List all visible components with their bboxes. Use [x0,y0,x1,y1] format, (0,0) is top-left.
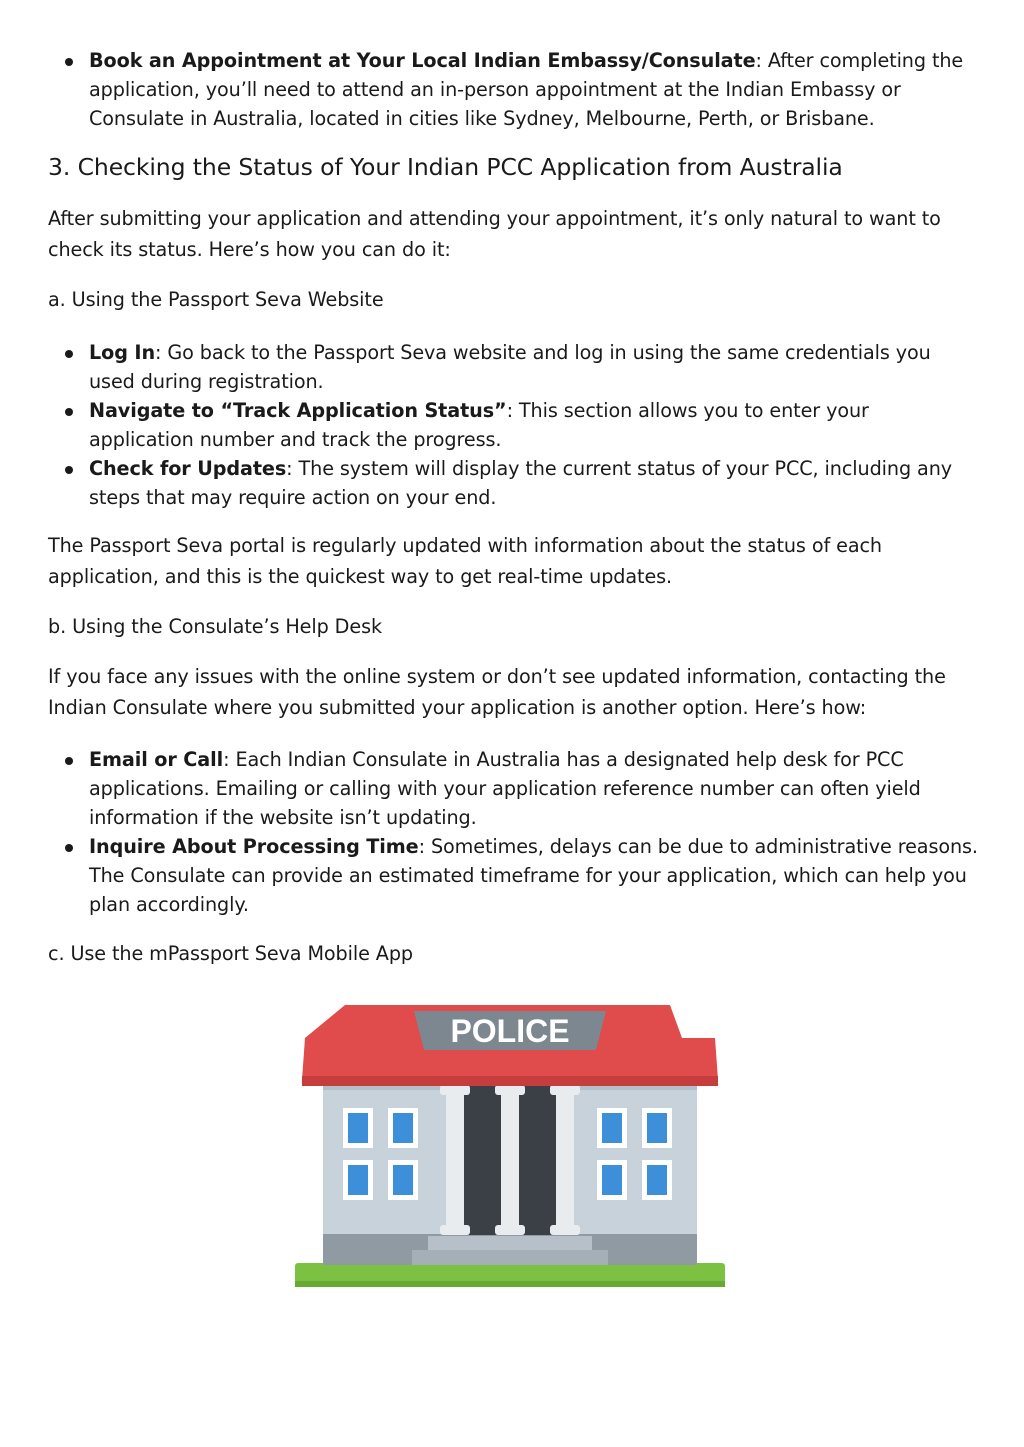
list-item-title: Email or Call [89,748,224,771]
list-item-text: : Each Indian Consulate in Australia has a designated help desk for PCC applications. Emailing or calling with your application reference number can often yield information if the website isn’t updating. [89,748,921,829]
list-item-text: : The system will display the current status of your PCC, including any steps that may require action on your end. [89,457,953,509]
intro-paragraph: After submitting your application and attending your appointment, it’s only natural to want to check its status. Here’s how you can do it: [48,207,941,261]
subsection-c-heading: c. Use the mPassport Seva Mobile App [48,942,413,965]
columns [440,1085,580,1235]
subsection-a-paragraph: The Passport Seva portal is regularly updated with information about the status of each application, and this is the quickest way to get real-time updates. [48,534,882,588]
list-item-text: : Go back to the Passport Seva website and log in using the same credentials you used during registration. [89,341,931,393]
list-item [48,46,978,133]
list-item-text: : This section allows you to enter your application number and track the progress. [89,399,869,451]
list-item-title: Navigate to “Track Application Status” [89,399,507,422]
list-item-title: Check for Updates [89,457,287,480]
steps [428,1236,592,1250]
list-item-title: Inquire About Processing Time [89,835,419,858]
list-item [48,396,978,454]
subsection-b-heading: b. Using the Consulate’s Help Desk [48,615,382,638]
list-item-title: Book an Appointment at Your Local Indian Embassy/Consulate [89,49,756,72]
list-item [48,745,978,832]
subsection-a-heading: a. Using the Passport Seva Website [48,288,384,311]
list-item [48,454,978,512]
list-item-title: Log In [89,341,156,364]
section-heading: 3. Checking the Status of Your Indian PCC Application from Australia [48,153,843,181]
document-page [48,46,978,968]
list-item [48,832,978,919]
police-sign-text: POLICE [450,1013,570,1049]
police-station-illustration [290,1000,730,1295]
list-item-text: : After completing the application, you’ll need to attend an in-person appointment at the Indian Embassy or Consulate in Australia, located in cities like Sydney, Melbourne, Perth, or Brisbane. [89,49,964,130]
list-top [48,46,978,133]
list-subsection-a [48,338,978,512]
list-subsection-b [48,745,978,919]
subsection-b-paragraph: If you face any issues with the online system or don’t see updated information, contacting the Indian Consulate where you submitted your application is another option. Here’s how: [48,665,946,719]
list-item-text: : Sometimes, delays can be due to administrative reasons. The Consulate can provide an estimated timeframe for your application, which can help you plan accordingly. [89,835,978,916]
list-item [48,338,978,396]
